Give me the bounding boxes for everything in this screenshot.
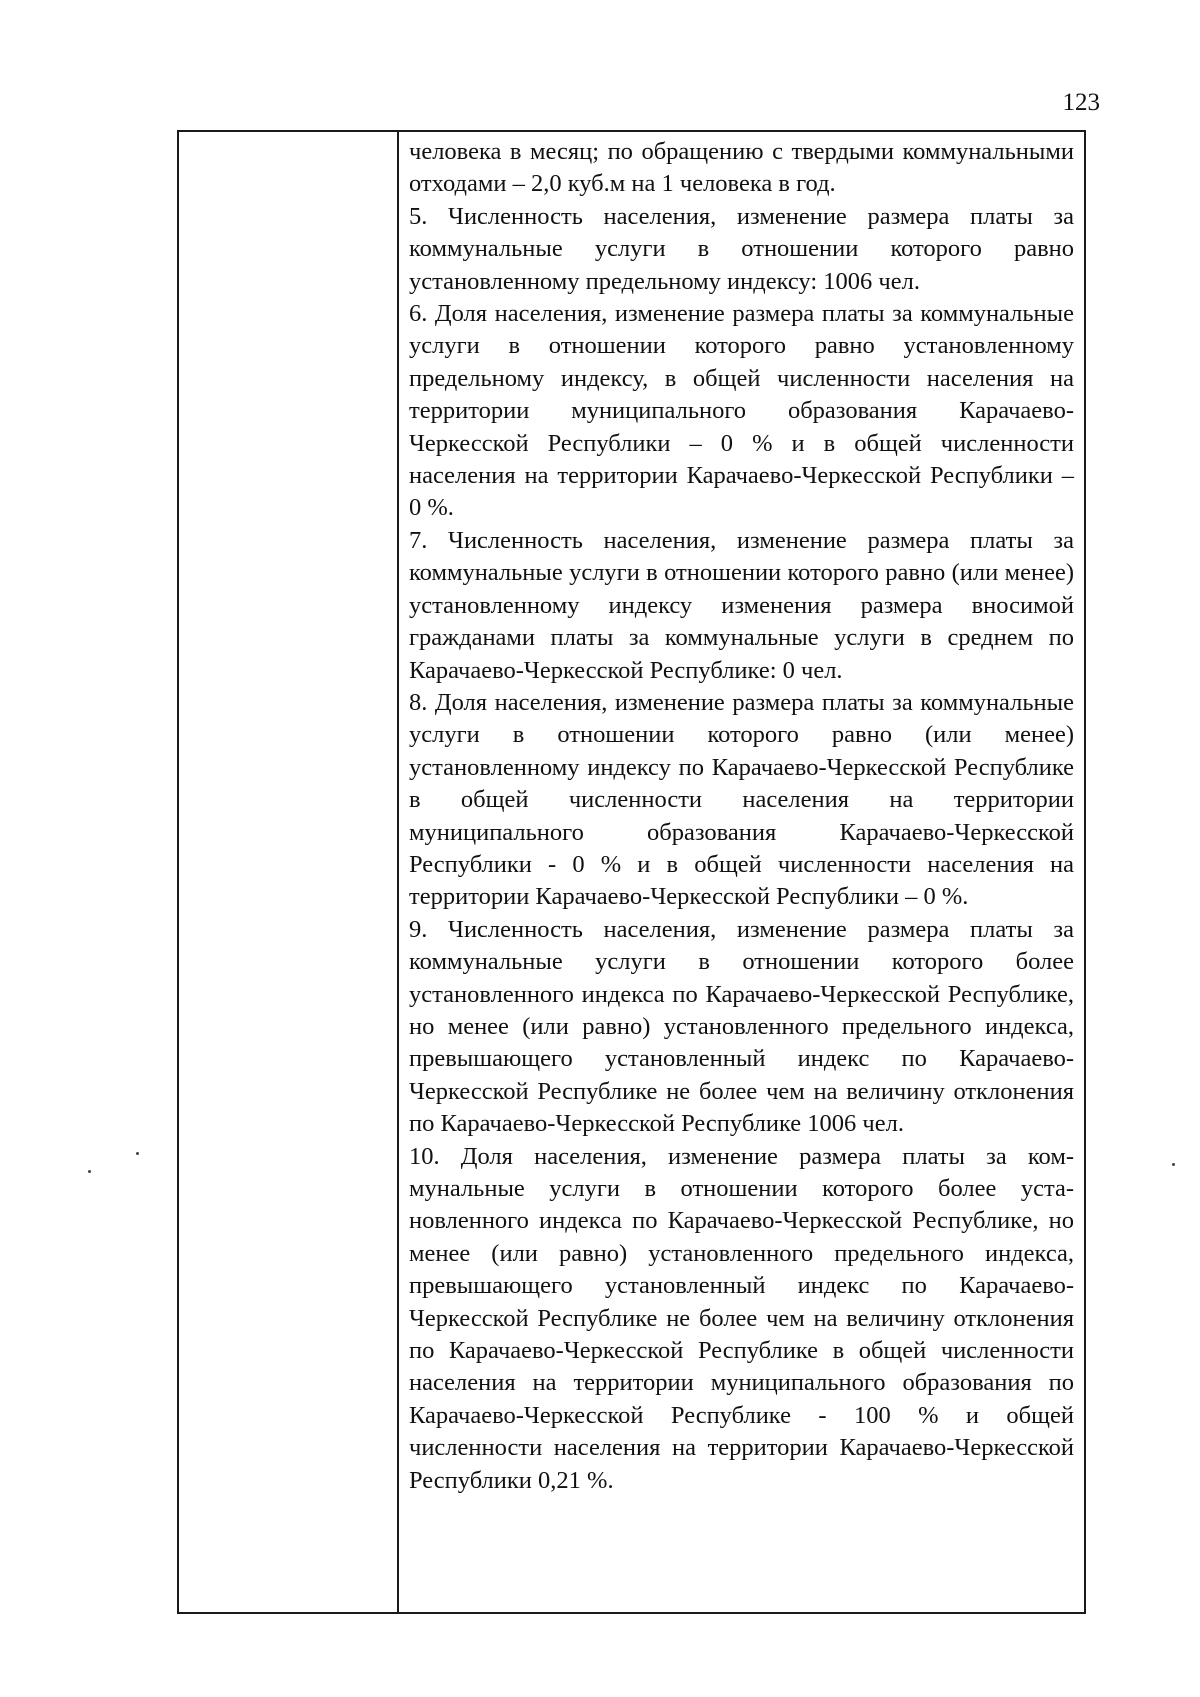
paragraph-item-8: 8. Доля населения, изменение размера платы за коммунальные услуги в отношении которого равно (или менее) установленному индексу по Карачаево-Черкесской Республике в общей численности населения на территории муниципального образования Карачаево-Черкесской Республики - 0 % и в общей численности населения на территории Карачаево-Черкесской Республики – 0 %.	[409, 688, 1074, 911]
paragraph-item-5: 5. Численность населения, изменение размера платы за коммунальные услуги в отношении которого равно установленному предельному индексу: 1006 чел.	[409, 202, 1074, 295]
scan-speck	[1172, 1163, 1175, 1166]
paragraph-item-7: 7. Численность населения, изменение размера платы за коммунальные услуги в отношении которого равно (или менее) установленному индексу изменения размера вносимой гражданами платы за коммунальные услуги в среднем по Карачаево-Черкесской Республике: 0 чел.	[409, 526, 1074, 684]
document-table	[177, 130, 1086, 1614]
page-number: 123	[1062, 89, 1100, 116]
paragraph-continuation: человека в месяц; по обращению с твердыми коммунальными отходами – 2,0 куб.м на 1 человека в год.	[409, 138, 1074, 198]
table-left-cell	[179, 132, 399, 1612]
paragraph-item-10: 10. Доля населения, изменение размера платы за коммунальные услуги в отношении которого более установленного индекса по Карачаево-Черкесской Республике, но менее (или равно) установленного предельного индекса, превышающего установленный индекс по Карачаево-Черкесской Республике не более чем на величину отклонения по Карачаево-Черкесской Республике в общей численности населения на территории муниципального образования по Карачаево-Черкесской Республике - 100 % и общей численности населения на территории Карачаево-Черкесской Республики 0,21 %.	[409, 1142, 1074, 1494]
paragraph-item-6: 6. Доля населения, изменение размера платы за коммунальные услуги в отношении которого равно установленному предельному индексу, в общей численности населения на территории муниципального образования Карачаево-Черкесской Республики – 0 % и в общей численности населения на территории Карачаево-Черкесской Республики – 0 %.	[409, 300, 1074, 522]
scan-speck	[88, 1170, 91, 1173]
scan-speck	[136, 1152, 139, 1155]
table-right-cell	[399, 132, 1084, 1612]
paragraph-item-9: 9. Численность населения, изменение размера платы за коммунальные услуги в отношении которого более установленного индекса по Карачаево-Черкесской Республике, но менее (или равно) установленного предельного индекса, превышающего установленный индекс по Карачаево-Черкесской Республике не более чем на величину отклонения по Карачаево-Черкесской Республике 1006 чел.	[409, 915, 1074, 1138]
